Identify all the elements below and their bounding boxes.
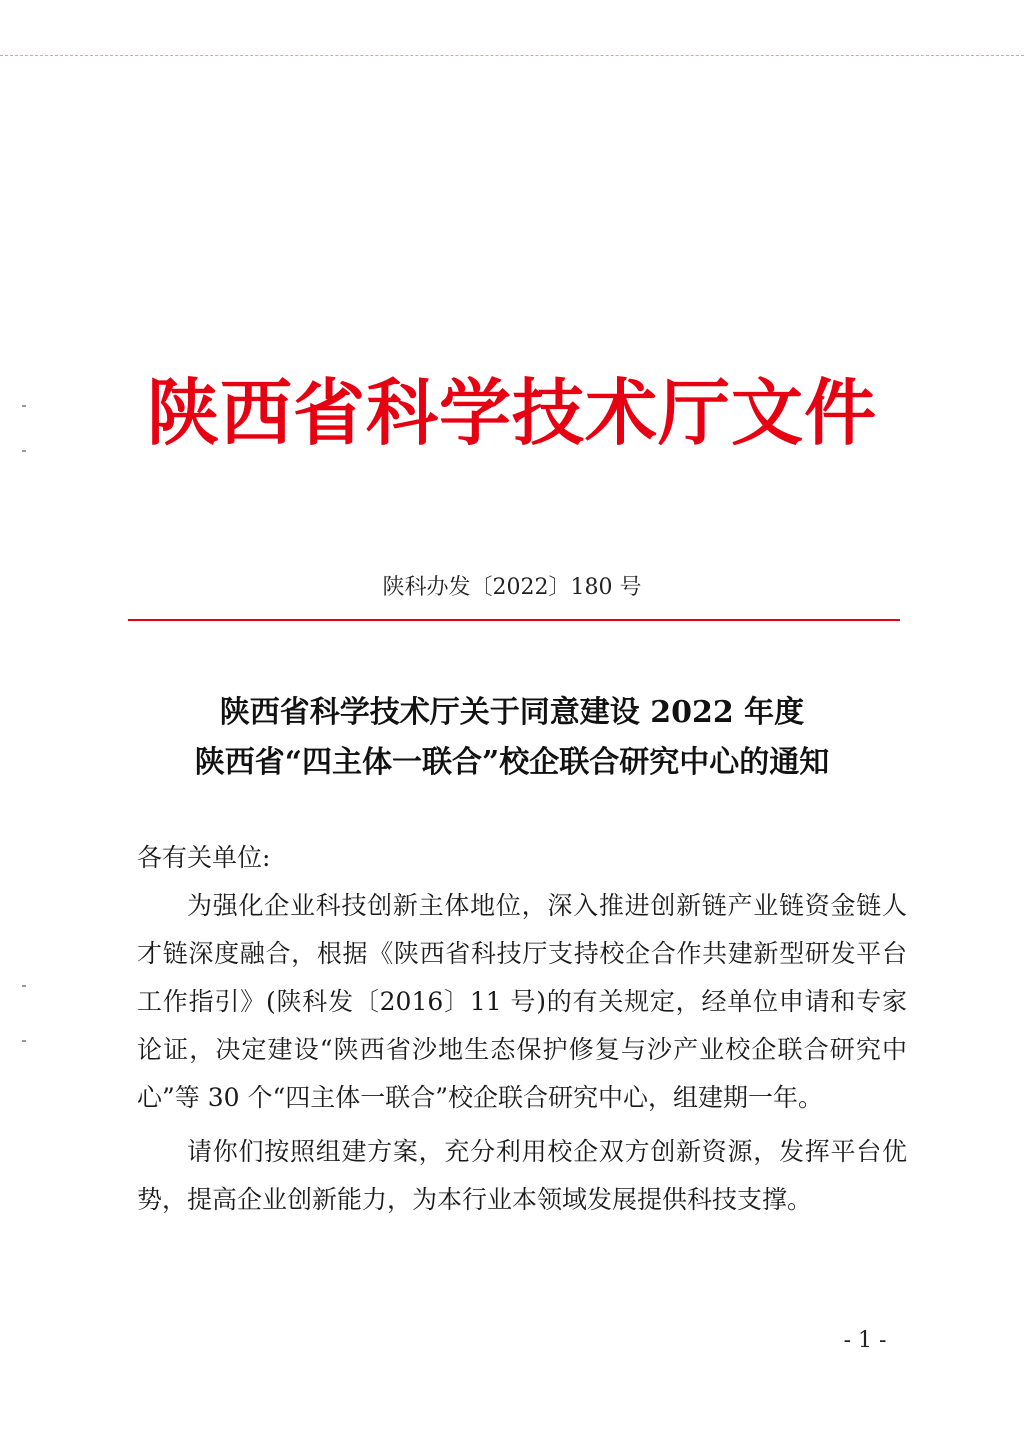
notice-title xyxy=(0,688,1024,788)
margin-mark xyxy=(22,1040,26,1042)
header-red-divider xyxy=(128,619,900,621)
notice-body xyxy=(137,834,907,1230)
document-header-title: 陕西省科学技术厅文件 xyxy=(146,371,877,455)
margin-mark xyxy=(22,985,26,987)
page-number: - 1 - xyxy=(843,1328,887,1353)
body-paragraph-2: 请你们按照组建方案，充分利用校企双方创新资源，发挥平台优势，提高企业创新能力，为本行业本领域发展提供科技支撑。 xyxy=(137,1137,907,1214)
body-paragraph-1: 为强化企业科技创新主体地位，深入推进创新链产业链资金链人才链深度融合，根据《陕西省科技厅支持校企合作共建新型研发平台工作指引》(陕科发〔2016〕11 号)的有关规定，经单位申请和专家论证，决定建设“陕西省沙地生态保护修复与沙产业校企联合研究中心”等 30 个“四主体一联合”校企联合研究中心，组建期一年。 xyxy=(137,891,907,1112)
notice-title-line-2: 陕西省“四主体一联合”校企联合研究中心的通知 xyxy=(194,745,830,780)
notice-title-line-1: 陕西省科学技术厅关于同意建设 2022 年度 xyxy=(219,695,805,730)
document-number: 陕科办发〔2022〕180 号 xyxy=(382,575,642,600)
top-edge-rule xyxy=(0,55,1024,56)
salutation: 各有关单位: xyxy=(137,843,271,872)
